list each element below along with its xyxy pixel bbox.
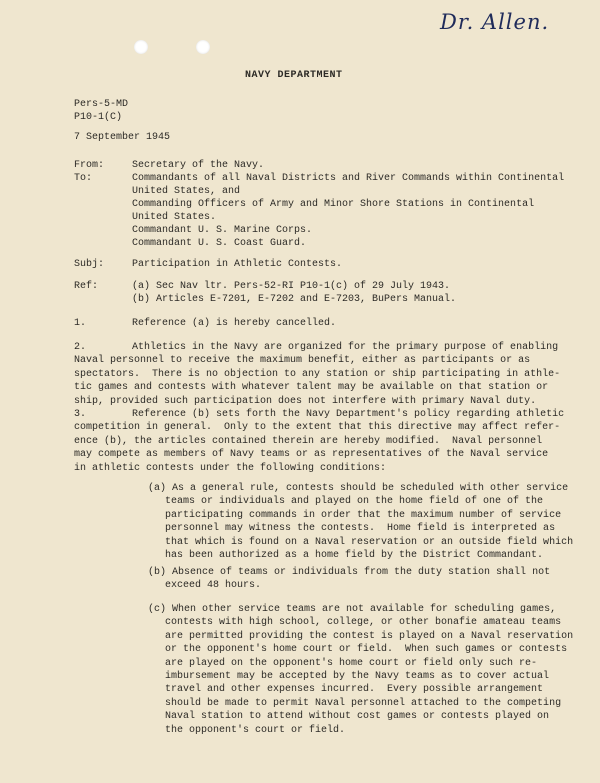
condition-line: (c) When other service teams are not available for scheduling games,	[148, 604, 557, 615]
to-label: To:	[74, 173, 93, 184]
paragraph-2	[74, 341, 574, 408]
paragraph-line: may compete as members of Navy teams or as representatives of the Naval service	[74, 449, 549, 461]
paragraph-number: 1.	[74, 318, 87, 329]
to-line: Commandant U. S. Coast Guard.	[132, 238, 307, 249]
paragraph-line: competition in general. Only to the extent that this directive may affect refer-	[74, 422, 561, 434]
to-line: Commandants of all Naval Districts and River Commands within Continental	[132, 173, 565, 184]
condition-line: personnel may witness the contests. Home field is interpreted as	[165, 523, 556, 535]
file-reference: P10-1(C)	[74, 112, 123, 123]
document-heading: NAVY DEPARTMENT	[245, 70, 343, 81]
document-date: 7 September 1945	[74, 132, 171, 143]
condition-line: (b) Absence of teams or individuals from the duty station shall not	[148, 567, 551, 578]
reference-line: (b) Articles E-7201, E-7202 and E-7203, BuPers Manual.	[132, 294, 457, 305]
paragraph-line: ship, provided such participation does not interfere with primary Naval duty.	[74, 395, 537, 407]
condition-line: teams or individuals and played on the home field of one of the	[165, 496, 544, 508]
condition-line: exceed 48 hours.	[165, 580, 262, 592]
condition-line: are played on the opponent's home court or field only such re-	[165, 657, 538, 669]
condition-line: that which is found on a Naval reservation or an outside field which	[165, 536, 574, 548]
to-line: United States, and	[132, 186, 241, 197]
paragraph-line: Reference (a) is hereby cancelled.	[132, 318, 337, 329]
subject-value: Participation in Athletic Contests.	[132, 259, 343, 270]
paragraph-3	[74, 408, 574, 475]
condition-line: has been authorized as a home field by the District Commandant.	[165, 550, 544, 562]
condition-line: contests with high school, college, or other bonafie amateau teams	[165, 617, 562, 629]
from-value: Secretary of the Navy.	[132, 160, 265, 171]
reference-label: Ref:	[74, 281, 99, 292]
condition-line: (a) As a general rule, contests should be scheduled with other service	[148, 483, 569, 494]
condition-line: participating commands in order that the maximum number of service	[165, 509, 562, 521]
paragraph-line: in athletic contests under the following conditions:	[74, 462, 387, 474]
to-line: United States.	[132, 212, 217, 223]
from-label: From:	[74, 160, 105, 171]
punch-hole-left	[134, 40, 148, 54]
condition-line: are permitted providing the contest is played on a Naval reservation	[165, 630, 574, 642]
condition-line: travel and other expenses incurred. Every possible arrangement	[165, 684, 544, 696]
condition-line: should be made to permit Naval personnel attached to the competing	[165, 697, 562, 709]
condition-line: Naval station to attend without cost games or contests played on	[165, 711, 550, 723]
condition-line: imbursement may be accepted by the Navy teams as to cover actual	[165, 671, 550, 683]
condition-c	[148, 603, 578, 737]
condition-b	[148, 566, 578, 593]
condition-line: or the opponent's home court or field. When such games or contests	[165, 644, 568, 656]
paragraph-line: spectators. There is no objection to any station or ship participating in athle-	[74, 368, 561, 380]
subject-label: Subj:	[74, 259, 105, 270]
to-line: Commandant U. S. Marine Corps.	[132, 225, 313, 236]
paragraph-line: Naval personnel to receive the maximum benefit, either as participants or as	[74, 355, 531, 367]
paragraph-number: 2.	[74, 342, 87, 353]
handwritten-note: Dr. Allen.	[440, 10, 550, 34]
paragraph-1	[74, 317, 574, 330]
punch-hole-right	[196, 40, 210, 54]
reference-line: (a) Sec Nav ltr. Pers-52-RI P10-1(c) of 29 July 1943.	[132, 281, 451, 292]
paragraph-line: tic games and contests with whatever talent may be available on that station or	[74, 382, 549, 394]
paragraph-line: Athletics in the Navy are organized for the primary purpose of enabling	[132, 342, 559, 353]
condition-line: the opponent's court or field.	[165, 724, 346, 736]
file-reference: Pers-5-MD	[74, 99, 129, 110]
condition-a	[148, 482, 578, 562]
paragraph-line: Reference (b) sets forth the Navy Department's policy regarding athletic	[132, 409, 565, 420]
paragraph-number: 3.	[74, 409, 87, 420]
to-line: Commanding Officers of Army and Minor Shore Stations in Continental	[132, 199, 535, 210]
paragraph-line: ence (b), the articles contained therein are hereby modified. Naval personnel	[74, 435, 543, 447]
